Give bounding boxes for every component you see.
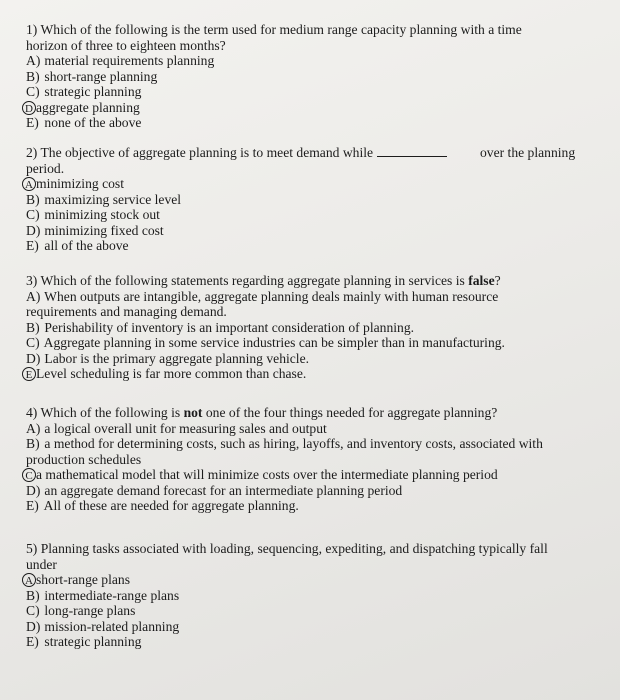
option-d: [26, 619, 606, 635]
option-a-continued: [26, 304, 606, 320]
option-text: a logical overall unit for measuring sales and output: [44, 420, 327, 436]
option-b: [26, 192, 606, 208]
circled-answer-marker: A: [22, 177, 36, 191]
option-text: production schedules: [26, 451, 142, 467]
question-stem: [26, 405, 606, 421]
option-marker: E): [26, 238, 39, 253]
stem-line: 1) Which of the following is the term used for medium range capacity planning with a time: [26, 22, 522, 37]
option-marker: B): [26, 68, 40, 84]
option-a-selected: [26, 572, 606, 588]
option-d: [26, 483, 606, 499]
question-stem: [26, 541, 606, 572]
stem-line: one of the four things needed for aggregate planning?: [205, 405, 498, 420]
option-a: [26, 289, 606, 305]
option-marker: D): [26, 482, 41, 498]
stem-line: 3) Which of the following statements regarding aggregate planning in services is: [26, 273, 465, 288]
option-text: When outputs are intangible, aggregate planning deals mainly with human resource: [44, 288, 499, 304]
option-c-selected: [26, 467, 606, 483]
option-c: [26, 335, 606, 351]
option-text: material requirements planning: [44, 53, 215, 68]
question-4: [26, 405, 606, 514]
option-text: short-range plans: [36, 572, 130, 587]
option-text: long-range plans: [44, 603, 136, 618]
option-marker: E): [26, 115, 39, 130]
stem-emphasis: not: [183, 405, 203, 420]
option-b: [26, 588, 606, 604]
option-e: [26, 498, 606, 514]
option-text: none of the above: [44, 115, 142, 130]
options-list: [26, 572, 606, 650]
circled-answer-marker: D: [22, 101, 36, 115]
option-marker: A): [26, 288, 41, 304]
stem-line: over the planning: [480, 145, 576, 160]
option-text: Level scheduling is far more common than chase.: [36, 366, 307, 381]
option-marker: B): [26, 191, 40, 207]
option-marker: C): [26, 84, 40, 99]
option-e: [26, 238, 606, 254]
option-e: [26, 634, 606, 650]
options-list: [26, 53, 606, 131]
option-marker: C): [26, 207, 40, 222]
option-a: [26, 53, 606, 69]
question-5: [26, 541, 606, 650]
circled-answer-marker: E: [22, 367, 36, 381]
option-marker: E): [26, 498, 39, 513]
question-stem: [26, 273, 606, 289]
option-text: Aggregate planning in some service industries can be simpler than in manufacturing.: [43, 335, 505, 350]
option-b: [26, 320, 606, 336]
option-marker: D): [26, 350, 41, 366]
option-c: [26, 207, 606, 223]
question-1: [26, 22, 606, 131]
option-text: intermediate-range plans: [44, 587, 180, 603]
option-a-selected: [26, 176, 606, 192]
question-stem: [26, 22, 606, 53]
option-text: strategic planning: [44, 634, 142, 649]
option-text: minimizing stock out: [44, 207, 160, 222]
option-text: mission-related planning: [44, 618, 180, 634]
option-marker: D): [26, 618, 41, 634]
option-marker: D): [26, 222, 41, 238]
option-marker: C): [26, 335, 40, 350]
option-e-selected: [26, 366, 606, 382]
question-stem: [26, 145, 606, 176]
option-text: All of these are needed for aggregate planning.: [43, 498, 299, 513]
option-b-continued: [26, 452, 606, 468]
option-c: [26, 603, 606, 619]
option-d: [26, 223, 606, 239]
options-list: [26, 289, 606, 382]
options-list: [26, 176, 606, 254]
option-text: all of the above: [44, 238, 129, 253]
stem-line: 2) The objective of aggregate planning is to meet demand while: [26, 145, 374, 160]
option-marker: B): [26, 319, 40, 335]
option-marker: A): [26, 420, 41, 436]
stem-line: ?: [494, 273, 501, 288]
option-text: strategic planning: [44, 84, 142, 99]
option-text: minimizing fixed cost: [44, 222, 164, 238]
stem-line: horizon of three to eighteen months?: [26, 37, 226, 53]
option-text: a mathematical model that will minimize costs over the intermediate planning period: [36, 467, 498, 482]
option-text: aggregate planning: [36, 99, 140, 115]
option-text: Perishability of inventory is an important consideration of planning.: [44, 319, 415, 335]
options-list: [26, 421, 606, 514]
option-text: Labor is the primary aggregate planning vehicle.: [44, 350, 310, 366]
option-text: minimizing cost: [36, 176, 124, 191]
option-d: [26, 351, 606, 367]
question-2: [26, 145, 606, 254]
option-marker: B): [26, 436, 40, 451]
option-c: [26, 84, 606, 100]
stem-line: under: [26, 556, 57, 572]
circled-answer-marker: C: [22, 468, 36, 482]
option-text: requirements and managing demand.: [26, 304, 227, 319]
option-text: maximizing service level: [44, 191, 182, 207]
option-marker: C): [26, 603, 40, 618]
option-text: an aggregate demand forecast for an intermediate planning period: [44, 482, 403, 498]
option-text: short-range planning: [44, 68, 158, 84]
circled-answer-marker: A: [22, 573, 36, 587]
option-marker: E): [26, 634, 39, 649]
stem-line: 5) Planning tasks associated with loading, sequencing, expediting, and dispatching typically fall: [26, 541, 548, 556]
option-a: [26, 421, 606, 437]
option-text: a method for determining costs, such as hiring, layoffs, and inventory costs, associated with: [44, 436, 543, 451]
option-e: [26, 115, 606, 131]
stem-emphasis: false: [468, 273, 495, 288]
answer-blank: [377, 146, 447, 157]
option-marker: B): [26, 587, 40, 603]
option-b: [26, 436, 606, 452]
option-b: [26, 69, 606, 85]
option-d-selected: [26, 100, 606, 116]
stem-line: period.: [26, 160, 65, 176]
question-3: [26, 273, 606, 382]
stem-line: 4) Which of the following is: [26, 405, 181, 420]
option-marker: A): [26, 53, 41, 68]
